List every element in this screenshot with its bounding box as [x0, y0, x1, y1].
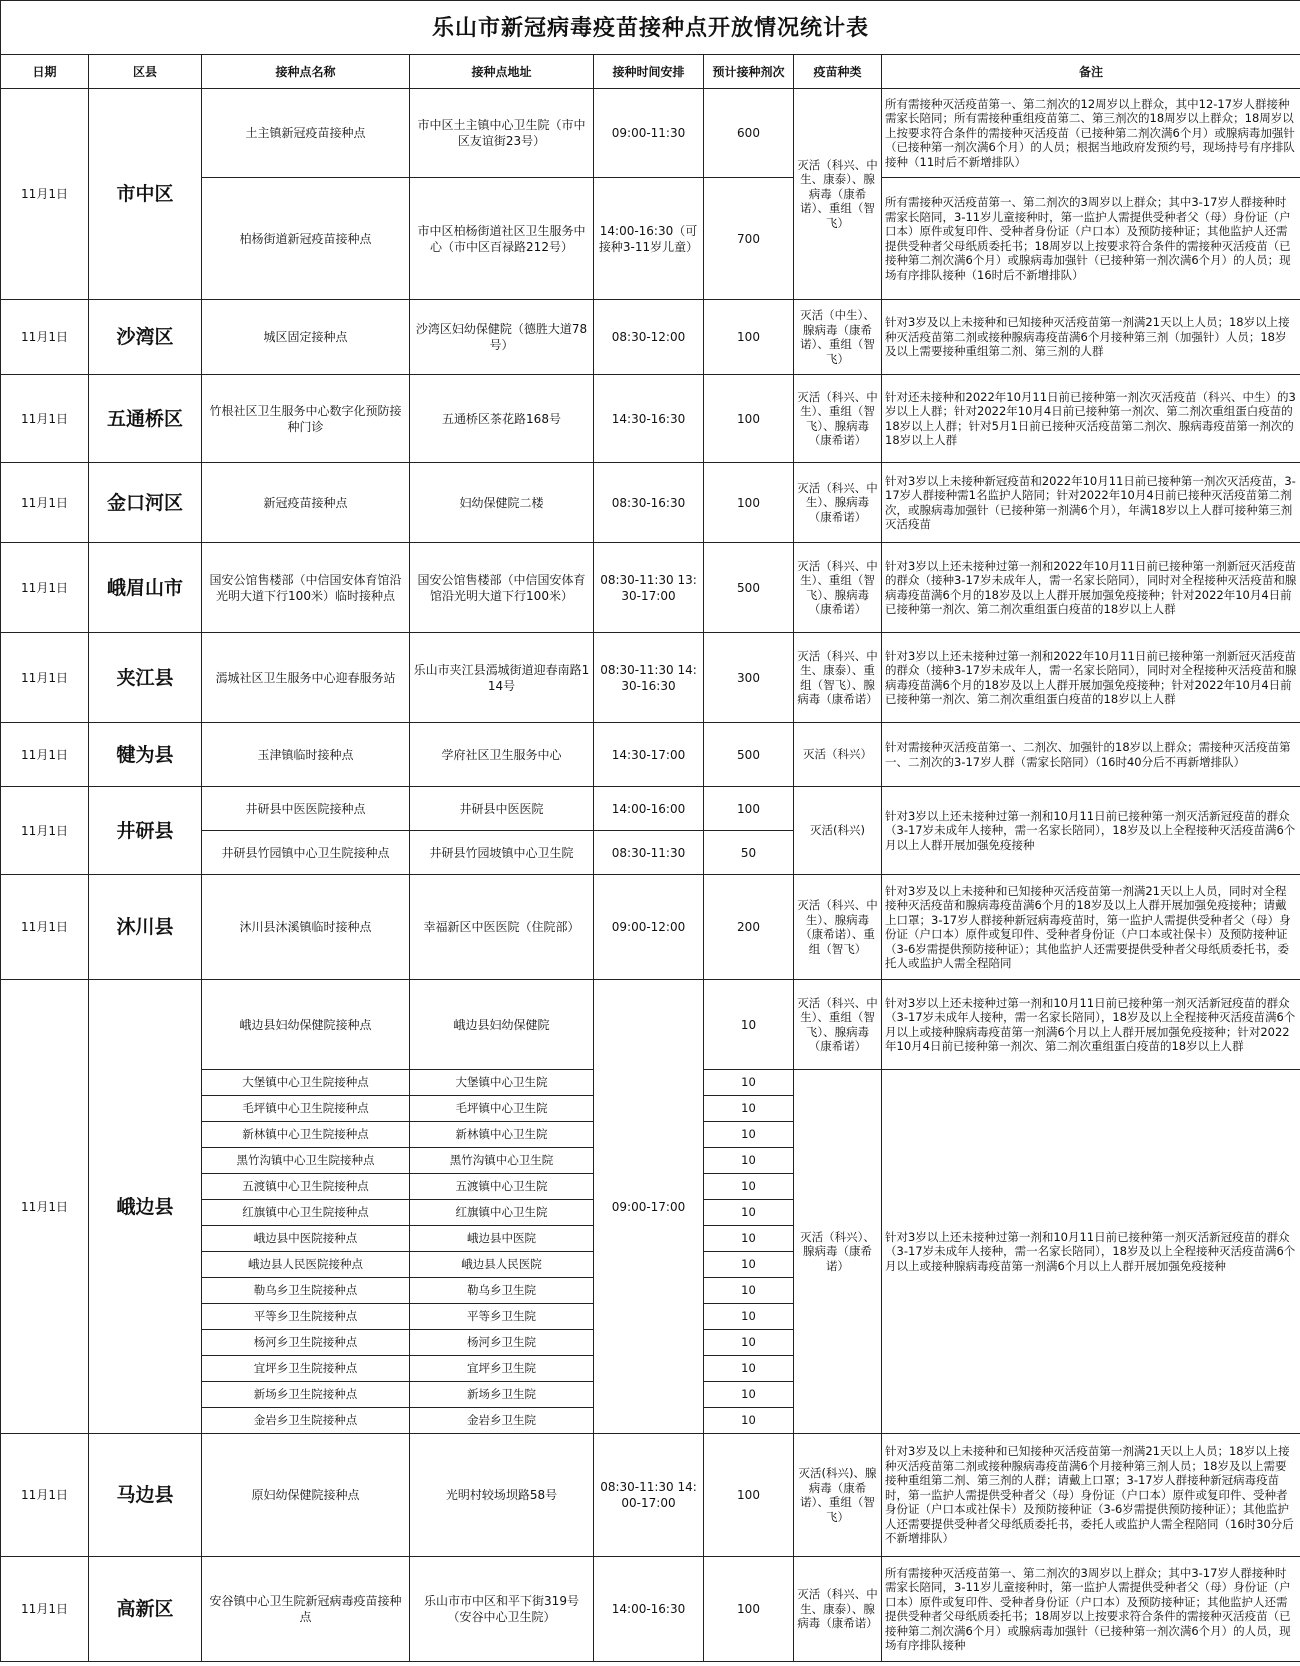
date-cell: 11月1日: [1, 300, 89, 375]
vaccine-type-cell: 灭活（科兴）: [794, 723, 882, 787]
table-row: [1, 463, 1300, 543]
site-name-cell: 安谷镇中心卫生院新冠病毒疫苗接种点: [202, 1557, 410, 1662]
doses-cell: 10: [704, 1408, 794, 1434]
site-name-cell: 竹根社区卫生服务中心数字化预防接种门诊: [202, 375, 410, 463]
time-cell: 08:30-16:30: [594, 463, 704, 543]
remark-cell: 针对3岁以上还未接种过第一剂和2022年10月11日前已接种第一剂新冠灭活疫苗的群众（接种3-17岁未成年人，需一名家长陪同），同时对全程接种灭活疫苗和腺病毒疫苗满6个月的18岁及以上人群开展加强免疫接种；针对2022年10月4日前已接种第一剂次、第二剂次重组蛋白疫苗的18岁以上人群: [882, 633, 1300, 723]
site-name-cell: 城区固定接种点: [202, 300, 410, 375]
site-address-cell: 妇幼保健院二楼: [410, 463, 594, 543]
site-name-cell: 井研县中医医院接种点: [202, 787, 410, 831]
site-name-cell: 五渡镇中心卫生院接种点: [202, 1174, 410, 1200]
time-cell: 08:30-11:30 13:30-17:00: [594, 543, 704, 633]
doses-cell: 50: [704, 831, 794, 875]
doses-cell: 10: [704, 1200, 794, 1226]
site-address-cell: 峨边县中医院: [410, 1226, 594, 1252]
table-row: [1, 787, 1300, 831]
remark-cell: 针对还未接种和2022年10月11日前已接种第一剂次灭活疫苗（科兴、中生）的3岁以上人群；针对2022年10月4日前已接种第一剂次、第二剂次重组蛋白疫苗的18岁以上人群；针对5月1日前已接种灭活疫苗第二剂次、腺病毒疫苗第一剂次的18岁以上人群: [882, 375, 1300, 463]
table-row: [1, 375, 1300, 463]
doses-cell: 100: [704, 375, 794, 463]
page-title: 乐山市新冠病毒疫苗接种点开放情况统计表: [1, 1, 1300, 55]
column-header-vaccine-type: 疫苗种类: [794, 55, 882, 89]
site-address-cell: 乐山市夹江县漹城街道迎春南路114号: [410, 633, 594, 723]
site-address-cell: 沙湾区妇幼保健院（德胜大道78号）: [410, 300, 594, 375]
column-header-time: 接种时间安排: [594, 55, 704, 89]
remark-cell: 针对3岁及以上未接种和已知接种灭活疫苗第一剂满21天以上人员；18岁以上接种灭活疫苗第二剂或接种腺病毒疫苗满6个月接种第三剂人员；18岁及以上需要接种重组第二剂、第三剂的人群；请戴上口罩；3-17岁人群接种新冠病毒疫苗时，第一监护人需提供受种者父（母）身份证（户口本）原件或复印件、受种者身份证（户口本或社保卡）及预防接种证（3-6岁需提供预防接种证）；其他监护人还需要提供受种者父母纸质委托书，委托人或监护人需全程陪同（16时30分后不新增排队）: [882, 1434, 1300, 1557]
doses-cell: 100: [704, 300, 794, 375]
site-address-cell: 学府社区卫生服务中心: [410, 723, 594, 787]
site-address-cell: 毛坪镇中心卫生院: [410, 1096, 594, 1122]
site-name-cell: 新林镇中心卫生院接种点: [202, 1122, 410, 1148]
site-address-cell: 黑竹沟镇中心卫生院: [410, 1148, 594, 1174]
site-address-cell: 五通桥区茶花路168号: [410, 375, 594, 463]
doses-cell: 10: [704, 1252, 794, 1278]
time-cell: 14:00-16:30（可接种3-11岁儿童）: [594, 178, 704, 300]
site-address-cell: 勒乌乡卫生院: [410, 1278, 594, 1304]
doses-cell: 10: [704, 1356, 794, 1382]
doses-cell: 500: [704, 723, 794, 787]
site-name-cell: 沐川县沐溪镇临时接种点: [202, 875, 410, 980]
remark-cell: 针对3岁以上未接种新冠疫苗和2022年10月11日前已接种第一剂次灭活疫苗，3-17岁人群接种需1名监护人陪同；针对2022年10月4日前已接种灭活疫苗第二剂次，或腺病毒加强针（已接种第一剂满6个月），年满18岁以上人群可接种第三剂灭活疫苗: [882, 463, 1300, 543]
date-cell: 11月1日: [1, 633, 89, 723]
site-address-cell: 光明村较场坝路58号: [410, 1434, 594, 1557]
site-address-cell: 幸福新区中医医院（住院部）: [410, 875, 594, 980]
time-cell: 14:00-16:00: [594, 787, 704, 831]
vaccine-type-cell: 灭活（科兴、中生、康泰）、腺病毒（康希诺）: [794, 1557, 882, 1662]
site-address-cell: 乐山市市中区和平下街319号（安谷中心卫生院）: [410, 1557, 594, 1662]
date-cell: 11月1日: [1, 89, 89, 300]
site-address-cell: 平等乡卫生院: [410, 1304, 594, 1330]
date-cell: 11月1日: [1, 375, 89, 463]
doses-cell: 10: [704, 1096, 794, 1122]
site-address-cell: 新林镇中心卫生院: [410, 1122, 594, 1148]
date-cell: 11月1日: [1, 1557, 89, 1662]
vaccine-type-cell: 灭活(科兴): [794, 787, 882, 875]
site-name-cell: 漹城社区卫生服务中心迎春服务站: [202, 633, 410, 723]
vaccine-type-cell: 灭活（中生）、腺病毒（康希诺）、重组（智飞）: [794, 300, 882, 375]
county-cell: 井研县: [89, 787, 202, 875]
site-name-cell: 大堡镇中心卫生院接种点: [202, 1070, 410, 1096]
table-row: [1, 1557, 1300, 1662]
site-name-cell: 峨边县中医院接种点: [202, 1226, 410, 1252]
remark-cell: 针对3岁以上还未接种过第一剂和2022年10月11日前已接种第一剂新冠灭活疫苗的群众（接种3-17岁未成年人，需一名家长陪同），同时对全程接种灭活疫苗和腺病毒疫苗满6个月的18岁及以上人群开展加强免疫接种；针对2022年10月4日前已接种第一剂次、第二剂次重组蛋白疫苗的18岁以上人群: [882, 543, 1300, 633]
county-cell: 五通桥区: [89, 375, 202, 463]
remark-cell: 针对3岁以上还未接种过第一剂和10月11日前已接种第一剂灭活新冠疫苗的群众（3-17岁未成年人接种，需一名家长陪同），18岁及以上全程接种灭活疫苗满6个月以上或接种腺病毒疫苗第一剂满6个月以上人群开展加强免疫接种: [882, 1070, 1300, 1434]
doses-cell: 100: [704, 1434, 794, 1557]
site-address-cell: 大堡镇中心卫生院: [410, 1070, 594, 1096]
county-cell: 峨边县: [89, 980, 202, 1434]
site-name-cell: 新场乡卫生院接种点: [202, 1382, 410, 1408]
vaccine-type-cell: 灭活（科兴、中生）、重组（智飞）、腺病毒（康希诺）: [794, 375, 882, 463]
county-cell: 马边县: [89, 1434, 202, 1557]
doses-cell: 10: [704, 1174, 794, 1200]
vaccine-type-cell: 灭活（科兴、中生）、重组（智飞）、腺病毒（康希诺）: [794, 980, 882, 1070]
site-name-cell: 原妇幼保健院接种点: [202, 1434, 410, 1557]
remark-cell: 针对3岁及以上未接种和已知接种灭活疫苗第一剂满21天以上人员；18岁以上接种灭活疫苗第二剂或接种腺病毒疫苗满6个月接种第三剂（加强针）人员；18岁及以上需要接种重组第二剂、第三剂的人群: [882, 300, 1300, 375]
site-name-cell: 红旗镇中心卫生院接种点: [202, 1200, 410, 1226]
time-cell: 08:30-11:30 14:30-16:30: [594, 633, 704, 723]
site-address-cell: 杨河乡卫生院: [410, 1330, 594, 1356]
remark-cell: 所有需接种灭活疫苗第一、第二剂次的3周岁以上群众；其中3-17岁人群接种时需家长陪同，3-11岁儿童接种时，第一监护人需提供受种者父（母）身份证（户口本）原件或复印件、受种者身份证（户口本）及预防接种证；其他监护人还需提供受种者父母纸质委托书；18周岁以上按要求符合条件的需接种灭活疫苗（已接种第二剂次满6个月）或腺病毒加强针（已接种第一剂次满6个月）的人员，现场有序排队接种: [882, 1557, 1300, 1662]
date-cell: 11月1日: [1, 723, 89, 787]
county-cell: 市中区: [89, 89, 202, 300]
column-header-county: 区县: [89, 55, 202, 89]
time-cell: 08:30-11:30 14:00-17:00: [594, 1434, 704, 1557]
county-cell: 沐川县: [89, 875, 202, 980]
site-address-cell: 井研县中医医院: [410, 787, 594, 831]
time-cell: 08:30-12:00: [594, 300, 704, 375]
vaccine-type-cell: 灭活（科兴、中生、康泰）、腺病毒（康希诺）、重组（智飞）: [794, 89, 882, 300]
site-address-cell: 峨边县妇幼保健院: [410, 980, 594, 1070]
doses-cell: 100: [704, 1557, 794, 1662]
date-cell: 11月1日: [1, 787, 89, 875]
site-name-cell: 峨边县人民医院接种点: [202, 1252, 410, 1278]
county-cell: 高新区: [89, 1557, 202, 1662]
doses-cell: 10: [704, 980, 794, 1070]
table-row: [1, 875, 1300, 980]
remark-cell: 针对3岁以上还未接种过第一剂和10月11日前已接种第一剂灭活新冠疫苗的群众（3-17岁未成年人接种，需一名家长陪同），18岁及以上全程接种灭活疫苗满6个月以上人群开展加强免疫接种: [882, 787, 1300, 875]
vaccine-type-cell: 灭活（科兴）、腺病毒（康希诺）: [794, 1070, 882, 1434]
table-row: [1, 89, 1300, 178]
remark-cell: 所有需接种灭活疫苗第一、第二剂次的3周岁以上群众；其中3-17岁人群接种时需家长陪同，3-11岁儿童接种时，第一监护人需提供受种者父（母）身份证（户口本）原件或复印件、受种者身份证（户口本）及预防接种证；其他监护人还需提供受种者父母纸质委托书；18周岁以上按要求符合条件的需接种灭活疫苗（已接种第二剂次满6个月）或腺病毒加强针（已接种第一剂次满6个月）的人员；现场有序排队接种（16时后不新增排队）: [882, 178, 1300, 300]
table-row: [1, 1434, 1300, 1557]
time-cell: 09:00-11:30: [594, 89, 704, 178]
column-header-date: 日期: [1, 55, 89, 89]
remark-cell: 针对需接种灭活疫苗第一、二剂次、加强针的18岁以上群众；需接种灭活疫苗第一、二剂次的3-17岁人群（需家长陪同）（16时40分后不再新增排队）: [882, 723, 1300, 787]
date-cell: 11月1日: [1, 543, 89, 633]
table-row: [1, 543, 1300, 633]
site-name-cell: 峨边县妇幼保健院接种点: [202, 980, 410, 1070]
site-name-cell: 毛坪镇中心卫生院接种点: [202, 1096, 410, 1122]
table-row: [1, 980, 1300, 1070]
county-cell: 犍为县: [89, 723, 202, 787]
table-row: [1, 300, 1300, 375]
doses-cell: 100: [704, 787, 794, 831]
site-address-cell: 国安公馆售楼部（中信国安体育馆沿光明大道下行100米）: [410, 543, 594, 633]
site-address-cell: 新场乡卫生院: [410, 1382, 594, 1408]
doses-cell: 10: [704, 1304, 794, 1330]
county-cell: 金口河区: [89, 463, 202, 543]
column-header-remark: 备注: [882, 55, 1300, 89]
doses-cell: 100: [704, 463, 794, 543]
site-name-cell: 国安公馆售楼部（中信国安体育馆沿光明大道下行100米）临时接种点: [202, 543, 410, 633]
site-address-cell: 金岩乡卫生院: [410, 1408, 594, 1434]
doses-cell: 600: [704, 89, 794, 178]
column-header-doses: 预计接种剂次: [704, 55, 794, 89]
county-cell: 夹江县: [89, 633, 202, 723]
header-row: [1, 55, 1300, 89]
site-name-cell: 柏杨街道新冠疫苗接种点: [202, 178, 410, 300]
doses-cell: 200: [704, 875, 794, 980]
time-cell: 08:30-11:30: [594, 831, 704, 875]
time-cell: 14:30-16:30: [594, 375, 704, 463]
doses-cell: 700: [704, 178, 794, 300]
site-address-cell: 红旗镇中心卫生院: [410, 1200, 594, 1226]
table-row: [1, 723, 1300, 787]
remark-cell: 所有需接种灭活疫苗第一、第二剂次的12周岁以上群众，其中12-17岁人群接种需家长陪同；所有需接种重组疫苗第二、第三剂次的18周岁以上群众；18周岁以上按要求符合条件的需接种灭活疫苗（已接种第二剂次满6个月）或腺病毒加强针（已接种第一剂次满6个月）的人员；根据当地政府发预约号，现场持号有序排队接种（11时后不新增排队）: [882, 89, 1300, 178]
column-header-site-address: 接种点地址: [410, 55, 594, 89]
site-address-cell: 市中区柏杨街道社区卫生服务中心（市中区百禄路212号）: [410, 178, 594, 300]
site-name-cell: 宜坪乡卫生院接种点: [202, 1356, 410, 1382]
site-name-cell: 杨河乡卫生院接种点: [202, 1330, 410, 1356]
date-cell: 11月1日: [1, 875, 89, 980]
site-name-cell: 勒乌乡卫生院接种点: [202, 1278, 410, 1304]
doses-cell: 10: [704, 1382, 794, 1408]
site-name-cell: 黑竹沟镇中心卫生院接种点: [202, 1148, 410, 1174]
date-cell: 11月1日: [1, 463, 89, 543]
doses-cell: 500: [704, 543, 794, 633]
vaccine-type-cell: 灭活（科兴、中生）、重组（智飞）、腺病毒（康希诺）: [794, 543, 882, 633]
remark-cell: 针对3岁及以上未接种和已知接种灭活疫苗第一剂满21天以上人员，同时对全程接种灭活疫苗和腺病毒疫苗满6个月的18岁及以上人群开展加强免疫接种；请戴上口罩；3-17岁人群接种新冠病毒疫苗时，第一监护人需提供受种者父（母）身份证（户口本）原件或复印件、受种者身份证（户口本或社保卡）及预防接种证（3-6岁需提供预防接种证）；其他监护人还需要提供受种者父母纸质委托书，委托人或监护人需全程陪同: [882, 875, 1300, 980]
doses-cell: 300: [704, 633, 794, 723]
doses-cell: 10: [704, 1122, 794, 1148]
vaccine-type-cell: 灭活（科兴、中生、康泰）、重组（智飞）、腺病毒（康希诺）: [794, 633, 882, 723]
site-address-cell: 市中区土主镇中心卫生院（市中区友谊街23号）: [410, 89, 594, 178]
site-name-cell: 平等乡卫生院接种点: [202, 1304, 410, 1330]
county-cell: 峨眉山市: [89, 543, 202, 633]
table-row: [1, 633, 1300, 723]
site-address-cell: 五渡镇中心卫生院: [410, 1174, 594, 1200]
time-cell: 09:00-12:00: [594, 875, 704, 980]
doses-cell: 10: [704, 1070, 794, 1096]
site-address-cell: 宜坪乡卫生院: [410, 1356, 594, 1382]
site-name-cell: 井研县竹园镇中心卫生院接种点: [202, 831, 410, 875]
site-name-cell: 玉津镇临时接种点: [202, 723, 410, 787]
date-cell: 11月1日: [1, 980, 89, 1434]
vaccine-type-cell: 灭活（科兴、中生）、腺病毒（康希诺）、重组（智飞）: [794, 875, 882, 980]
doses-cell: 10: [704, 1278, 794, 1304]
doses-cell: 10: [704, 1148, 794, 1174]
time-cell: 14:30-17:00: [594, 723, 704, 787]
vaccine-type-cell: 灭活(科兴)、腺病毒（康希诺）、重组（智飞）: [794, 1434, 882, 1557]
time-cell: 09:00-17:00: [594, 980, 704, 1434]
column-header-site-name: 接种点名称: [202, 55, 410, 89]
doses-cell: 10: [704, 1330, 794, 1356]
site-address-cell: 井研县竹园坡镇中心卫生院: [410, 831, 594, 875]
site-name-cell: 土主镇新冠疫苗接种点: [202, 89, 410, 178]
site-name-cell: 金岩乡卫生院接种点: [202, 1408, 410, 1434]
doses-cell: 10: [704, 1226, 794, 1252]
time-cell: 14:00-16:30: [594, 1557, 704, 1662]
site-name-cell: 新冠疫苗接种点: [202, 463, 410, 543]
county-cell: 沙湾区: [89, 300, 202, 375]
date-cell: 11月1日: [1, 1434, 89, 1557]
site-address-cell: 峨边县人民医院: [410, 1252, 594, 1278]
remark-cell: 针对3岁以上还未接种过第一剂和10月11日前已接种第一剂灭活新冠疫苗的群众（3-17岁未成年人接种，需一名家长陪同），18岁及以上全程接种灭活疫苗满6个月以上或接种腺病毒疫苗第一剂满6个月以上人群开展加强免疫接种；针对2022年10月4日前已接种第一剂次、第二剂次重组蛋白疫苗的18岁以上人群: [882, 980, 1300, 1070]
vaccine-type-cell: 灭活（科兴、中生）、腺病毒（康希诺）: [794, 463, 882, 543]
